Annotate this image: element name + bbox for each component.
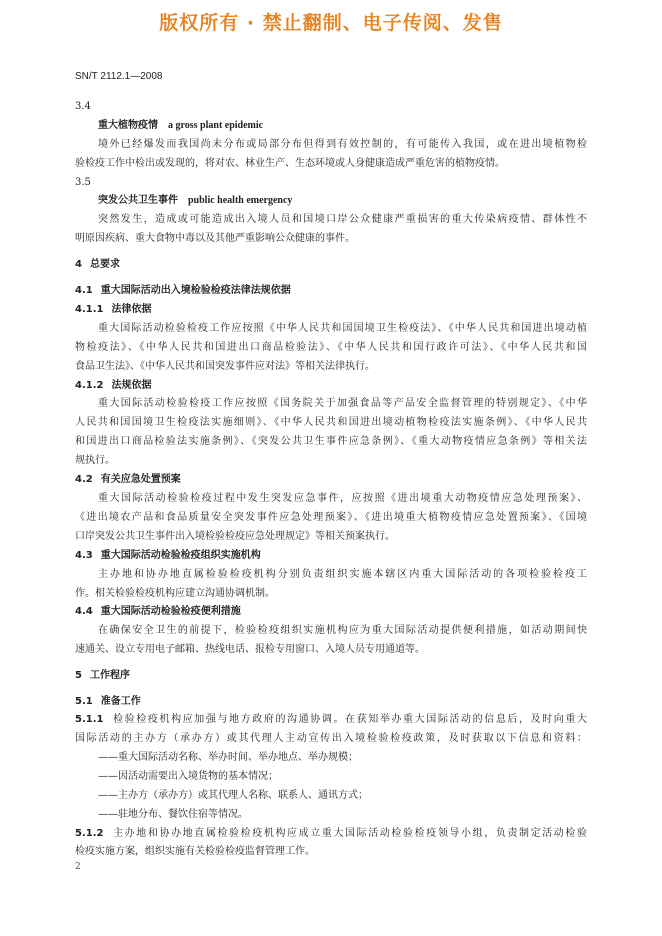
section-title: 工作程序: [89, 670, 130, 681]
page-number: 2: [75, 862, 81, 872]
section-title: 法律依据: [111, 304, 152, 315]
term-cn: 重大植物疫情: [98, 120, 158, 131]
paragraph-line: 物检疫法》、《中华人民共和国进出口商品检验法》、《中华人民共和国行政许可法》、《中华人民共和国: [75, 342, 587, 353]
standard-code: SN/T 2112.1—2008: [75, 71, 163, 82]
paragraph-line: 重大国际活动检验检疫过程中发生突发应急事件，应按照《进出境重大动物疫情应急处理预案》、: [98, 493, 587, 504]
section-title: 准备工作: [100, 696, 141, 707]
section-title: 总要求: [89, 259, 120, 270]
term-en: public health emergency: [188, 195, 293, 206]
clause-number: 3.5: [75, 177, 91, 188]
term-cn: 突发公共卫生事件: [98, 195, 178, 206]
paragraph-line: 作。相关检验检疫机构应建立沟通协调机制。: [75, 588, 275, 599]
section-number: 4.1.1: [75, 304, 104, 315]
list-item: ——主办方（承办方）或其代理人名称、联系人、通讯方式；: [98, 790, 368, 801]
paragraph-line: 口岸突发公共卫生事件出入境检验检疫应急处理规定》等相关预案执行。: [75, 531, 395, 542]
paragraph-text: 主办地和协办地直属检验检疫机构应成立重大国际活动检验检疫领导小组，负责制定活动检验: [111, 828, 587, 839]
section-heading: [75, 379, 151, 393]
paragraph-line: 重大国际活动检验检疫工作应按照《国务院关于加强食品等产品安全监督管理的特别规定》、《中华: [98, 398, 587, 409]
section-number: 4.1: [75, 285, 93, 296]
section-number: 4.4: [75, 606, 93, 617]
term-en: a gross plant epidemic: [168, 120, 264, 131]
section-number: 4.3: [75, 550, 93, 561]
paragraph-line: [75, 827, 587, 841]
section-heading: [75, 605, 241, 619]
paragraph-line: 主办地和协办地直属检验检疫机构分别负责组织实施本辖区内重大国际活动的各项检验检疫工: [98, 569, 587, 580]
paragraph-text: 检验检疫机构应加强与地方政府的沟通协调。在获知举办重大国际活动的信息后，及时向重大: [111, 714, 587, 725]
list-item: ——驻地分布、餐饮住宿等情况。: [98, 809, 248, 820]
term-heading: [98, 194, 292, 208]
section-title: 重大国际活动检验检疫便利措施: [100, 606, 241, 617]
paragraph-line: 《进出境农产品和食品质量安全突发事件应急处理预案》、《进出境重大植物疫情应急处置预案》、《国境: [75, 512, 587, 523]
section-number: 5.1: [75, 696, 93, 707]
term-heading: [98, 119, 263, 133]
section-heading: [75, 669, 130, 683]
section-number: 4.2: [75, 474, 93, 485]
watermark: 版权所有 · 禁止翻制、电子传阅、发售: [159, 12, 503, 34]
section-heading: [75, 549, 261, 563]
section-heading: [75, 284, 291, 298]
paragraph-line: 国际活动的主办方（承办方）或其代理人主动宣传出入境检验检疫政策，及时获取以下信息和资料：: [75, 733, 587, 744]
paragraph-line: 境外已经爆发而我国尚未分布或局部分布但得到有效控制的，有可能传入我国，或在进出境植物检: [98, 139, 587, 150]
paragraph-line: [75, 713, 587, 727]
paragraph-line: 和国进出口商品检验法实施条例》、《突发公共卫生事件应急条例》、《重大动物疫情应急条例》等相关法: [75, 436, 587, 447]
list-item: ——重大国际活动名称、举办时间、举办地点、举办规模；: [98, 752, 358, 763]
clause-number: 5.1.1: [75, 714, 104, 725]
clause-number: 3.4: [75, 101, 91, 112]
section-title: 有关应急处置预案: [100, 474, 181, 485]
paragraph-line: 速通关、设立专用电子邮箱、热线电话、报检专用窗口、入境人员专用通道等。: [75, 644, 425, 655]
section-heading: [75, 473, 181, 487]
section-number: 4.1.2: [75, 380, 104, 391]
paragraph-line: 食品卫生法》、《中华人民共和国突发事件应对法》等相关法律执行。: [75, 361, 375, 372]
paragraph-line: 明原因疾病、重大食物中毒以及其他严重影响公众健康的事件。: [75, 233, 355, 244]
clause-number: 5.1.2: [75, 828, 104, 839]
paragraph-line: 规执行。: [75, 455, 115, 466]
section-title: 重大国际活动检验检疫组织实施机构: [100, 550, 261, 561]
section-heading: [75, 303, 151, 317]
paragraph-line: 突然发生，造成或可能造成出入境人员和国境口岸公众健康严重损害的重大传染病疫情、群体性不: [98, 214, 587, 225]
paragraph-line: 检疫实施方案，组织实施有关检验检疫监督管理工作。: [75, 846, 315, 857]
list-item: ——因活动需要出入境货物的基本情况；: [98, 771, 278, 782]
section-number: 4: [75, 259, 82, 270]
paragraph-line: 验检疫工作中检出或发现的，将对农、林业生产、生态环境或人身健康造成严重危害的植物疫情。: [75, 158, 505, 169]
section-heading: [75, 258, 120, 272]
paragraph-line: 人民共和国国境卫生检疫法实施细则》、《中华人民共和国进出境动植物检疫法实施条例》、《中华人民共: [75, 417, 587, 428]
paragraph-line: 在确保安全卫生的前提下，检验检疫组织实施机构应为重大国际活动提供便利措施，如活动期间快: [98, 625, 587, 636]
section-title: 法规依据: [111, 380, 152, 391]
paragraph-line: 重大国际活动检验检疫工作应按照《中华人民共和国国境卫生检疫法》、《中华人民共和国进出境动植: [98, 323, 587, 334]
section-title: 重大国际活动出入境检验检疫法律法规依据: [100, 285, 291, 296]
section-heading: [75, 695, 141, 709]
section-number: 5: [75, 670, 82, 681]
